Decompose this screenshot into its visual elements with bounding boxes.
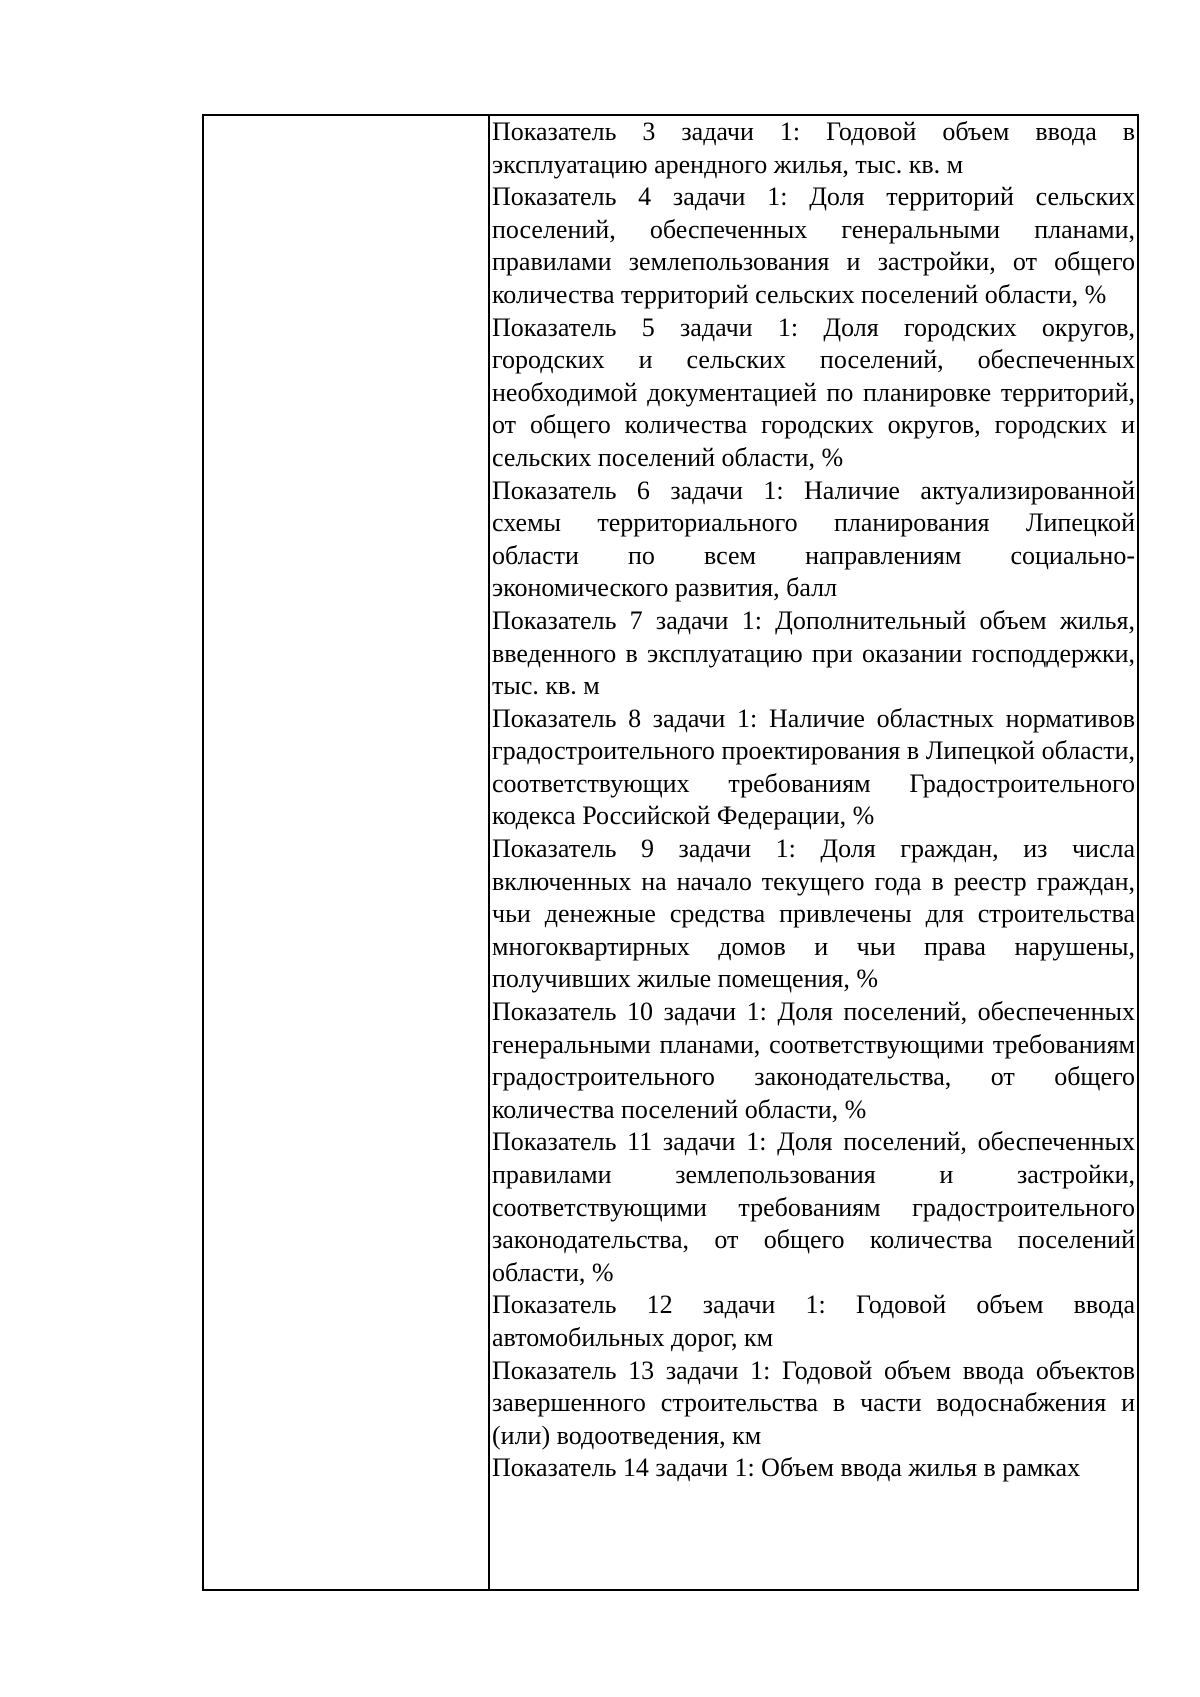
table-left-cell xyxy=(204,116,490,1589)
indicator-5: Показатель 5 задачи 1: Доля городских округов, городских и сельских поселений, обеспеченных необходимой документацией по планировке территорий, от общего количества городских округов, городских и сельских поселений области, % xyxy=(492,312,1135,472)
indicator-12: Показатель 12 задачи 1: Годовой объем ввода автомобильных дорог, км xyxy=(492,1290,1135,1352)
indicator-8: Показатель 8 задачи 1: Наличие областных нормативов градостроительного проектирования в Липецкой области, соответствующих требованиям Градостроительного кодекса Российской Федерации, % xyxy=(492,703,1135,831)
indicator-6: Показатель 6 задачи 1: Наличие актуализированной схемы территориального планирования Липецкой области по всем направлениям социально-экономического развития, балл xyxy=(492,475,1135,603)
indicator-9: Показатель 9 задачи 1: Доля граждан, из числа включенных на начало текущего года в реестр граждан, чьи денежные средства привлечены для строительства многоквартирных домов и чьи права нарушены, получивших жилые помещения, % xyxy=(492,834,1135,994)
indicator-4: Показатель 4 задачи 1: Доля территорий сельских поселений, обеспеченных генеральными планами, правилами землепользования и застройки, от общего количества территорий сельских поселений области, % xyxy=(492,182,1135,309)
document-table xyxy=(202,114,1139,1591)
indicator-14: Показатель 14 задачи 1: Объем ввода жилья в рамках xyxy=(492,1453,1081,1483)
indicator-10: Показатель 10 задачи 1: Доля поселений, обеспеченных генеральными планами, соответствующими требованиям градостроительного законодательства, от общего количества поселений области, % xyxy=(492,997,1135,1124)
indicator-7: Показатель 7 задачи 1: Дополнительный объем жилья, введенного в эксплуатацию при оказании господдержки, тыс. кв. м xyxy=(492,605,1135,701)
indicator-13: Показатель 13 задачи 1: Годовой объем ввода объектов завершенного строительства в части водоснабжения и (или) водоотведения, км xyxy=(492,1355,1135,1450)
table-right-cell xyxy=(490,116,1137,1589)
indicator-11: Показатель 11 задачи 1: Доля поселений, обеспеченных правилами землепользования и застройки, соответствующими требованиям градостроительного законодательства, от общего количества поселений области, % xyxy=(492,1127,1135,1287)
indicator-3: Показатель 3 задачи 1: Годовой объем ввода в эксплуатацию арендного жилья, тыс. кв. м xyxy=(492,117,1135,179)
